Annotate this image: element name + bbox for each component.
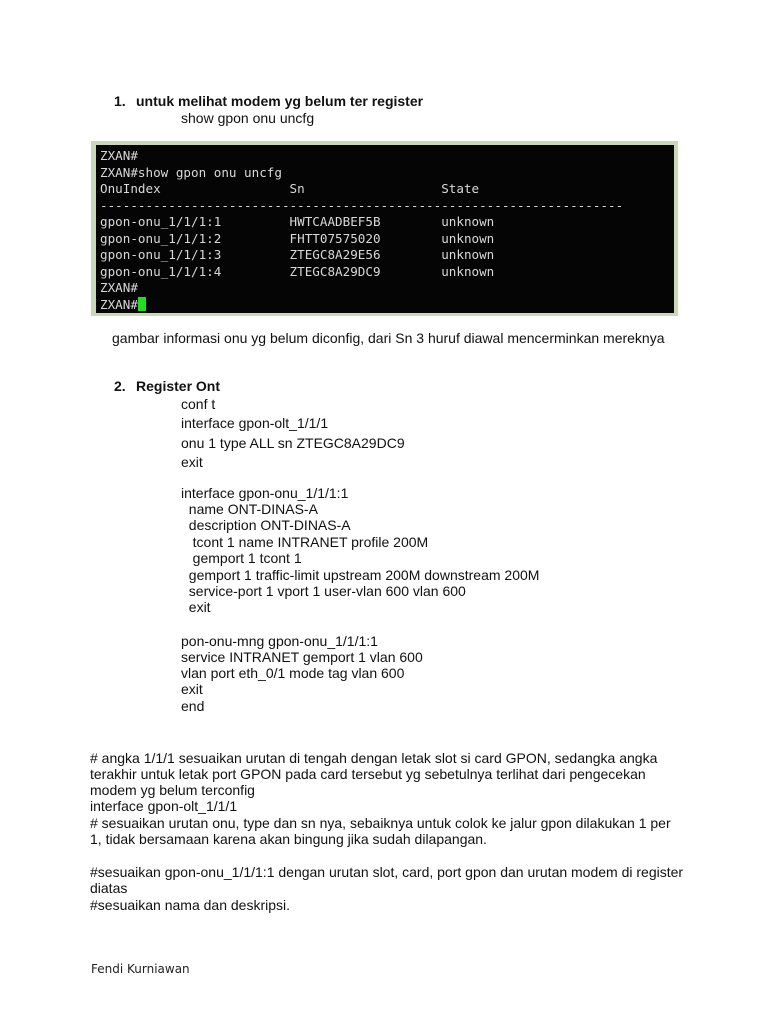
terminal-line: --------------------------------------------------------------------- <box>100 197 624 213</box>
terminal-line: gpon-onu_1/1/1:1 HWTCAADBEF5B unknown <box>100 214 495 229</box>
config-line: service-port 1 vport 1 user-vlan 600 vlan 600 <box>181 583 466 599</box>
note-line: interface gpon-olt_1/1/1 <box>90 798 238 814</box>
config-line: exit <box>181 681 203 697</box>
terminal-line: gpon-onu_1/1/1:2 FHTT07575020 unknown <box>100 230 495 246</box>
note-line: # angka 1/1/1 sesuaikan urutan di tengah dengan letak slot si card GPON, sedangka angka <box>90 750 658 766</box>
section2-heading: Register Ont <box>136 378 221 394</box>
terminal-line: gpon-onu_1/1/1:3 ZTEGC8A29E56 unknown <box>100 247 495 262</box>
config-line: gemport 1 traffic-limit upstream 200M downstream 200M <box>181 567 540 583</box>
terminal-line: OnuIndex Sn State <box>100 181 480 196</box>
note-line: # sesuaikan urutan onu, type dan sn nya, sebaiknya untuk colok ke jalur gpon dilakukan 1 per <box>90 815 671 831</box>
config-line: tcont 1 name INTRANET profile 200M <box>181 534 429 550</box>
config-line: end <box>181 698 205 714</box>
author-footer: Fendi Kurniawan <box>91 962 190 976</box>
terminal-prompt-line <box>100 297 146 314</box>
config-line: name ONT-DINAS-A <box>181 501 318 517</box>
config-line: exit <box>181 454 203 470</box>
terminal-line: ZXAN# <box>100 280 138 295</box>
config-line: gemport 1 tcont 1 <box>181 550 302 566</box>
note-line: #sesuaikan nama dan deskripsi. <box>90 897 291 913</box>
config-line: interface gpon-olt_1/1/1 <box>181 415 329 431</box>
section1-command: show gpon onu uncfg <box>181 110 315 126</box>
note-line: #sesuaikan gpon-onu_1/1/1:1 dengan urutan slot, card, port gpon dan urutan modem di register <box>90 864 684 880</box>
terminal-line: ZXAN# <box>100 148 138 163</box>
section1-heading: untuk melihat modem yg belum ter register <box>136 93 424 109</box>
config-line: service INTRANET gemport 1 vlan 600 <box>181 649 423 665</box>
config-line: pon-onu-mng gpon-onu_1/1/1:1 <box>181 633 378 649</box>
screenshot-caption: gambar informasi onu yg belum diconfig, dari Sn 3 huruf diawal mencerminkan mereknya <box>112 330 665 346</box>
terminal-line: ZXAN#show gpon onu uncfg <box>100 164 282 180</box>
section2-number: 2. <box>114 378 126 394</box>
config-line: description ONT-DINAS-A <box>181 517 351 533</box>
note-line: modem yg belum terconfig <box>90 782 255 798</box>
note-line: 1, tidak bersamaan karena akan bingung jika sudah dilapangan. <box>90 831 487 847</box>
config-line: onu 1 type ALL sn ZTEGC8A29DC9 <box>181 435 405 451</box>
terminal-prompt: ZXAN# <box>100 296 138 312</box>
terminal-cursor <box>138 297 146 311</box>
terminal-screenshot <box>96 145 674 313</box>
config-line: vlan port eth_0/1 mode tag vlan 600 <box>181 665 405 681</box>
config-line: interface gpon-onu_1/1/1:1 <box>181 485 349 501</box>
terminal-line: gpon-onu_1/1/1:4 ZTEGC8A29DC9 unknown <box>100 263 495 279</box>
note-line: terakhir untuk letak port GPON pada card tersebut yg sebetulnya terlihat dari pengecekan <box>90 766 646 782</box>
config-line: exit <box>181 599 211 615</box>
section1-number: 1. <box>114 93 126 109</box>
note-line: diatas <box>90 880 128 896</box>
config-line: conf t <box>181 396 216 412</box>
